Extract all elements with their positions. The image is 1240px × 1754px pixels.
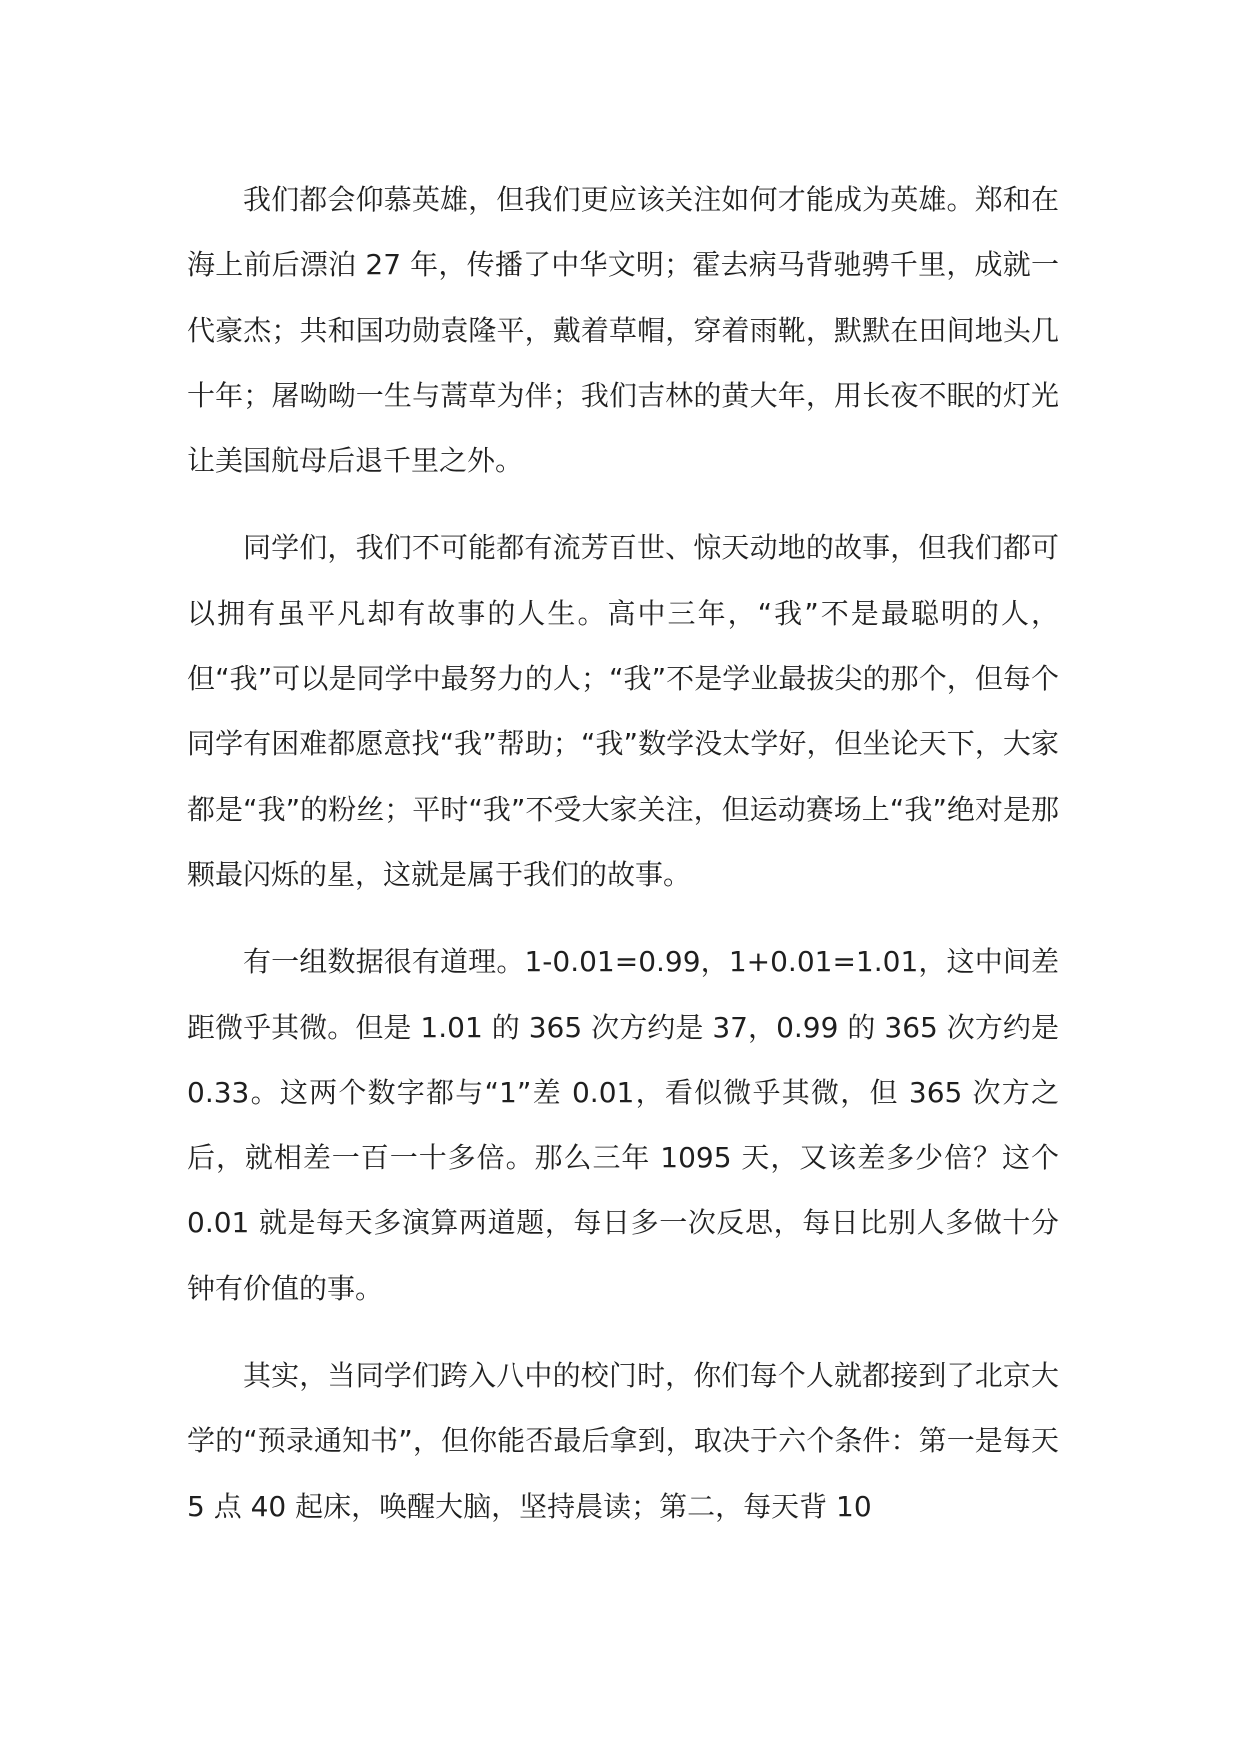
paragraph-our-stories: 同学们，我们不可能都有流芳百世、惊天动地的故事，但我们都可以拥有虽平凡却有故事的人生。高中三年，“我”不是最聪明的人，但“我”可以是同学中最努力的人；“我”不是学业最拔尖的那个，但每个同学有困难都愿意找“我”帮助；“我”数学没太学好，但坐论天下，大家都是“我”的粉丝；平时“我”不受大家关注，但运动赛场上“我”绝对是那颗最闪烁的星，这就是属于我们的故事。 xyxy=(187,531,1059,891)
paragraph-heroes: 我们都会仰慕英雄，但我们更应该关注如何才能成为英雄。郑和在海上前后漂泊 27 年，传播了中华文明；霍去病马背驰骋千里，成就一代豪杰；共和国功勋袁隆平，戴着草帽，穿着雨靴，默默在田间地头几十年；屠呦呦一生与蒿草为伴；我们吉林的黄大年，用长夜不眠的灯光让美国航母后退千里之外。 xyxy=(187,183,1059,478)
paragraph-data-insight: 有一组数据很有道理。1-0.01=0.99，1+0.01=1.01，这中间差距微乎其微。但是 1.01 的 365 次方约是 37，0.99 的 365 次方约是 0.33。这两个数字都与“1”差 0.01，看似微乎其微，但 365 次方之后，就相差一百一十多倍。那么三年 1095 天，又该差多少倍？这个 0.01 就是每天多演算两道题，每日多一次反思，每日比别人多做十分钟有价值的事。 xyxy=(187,945,1059,1305)
document-body xyxy=(187,167,1059,1561)
paragraph-admission-conditions: 其实，当同学们跨入八中的校门时，你们每个人就都接到了北京大学的“预录通知书”，但你能否最后拿到，取决于六个条件：第一是每天 5 点 40 起床，唤醒大脑，坚持晨读；第二，每天背 10 xyxy=(187,1359,1059,1523)
